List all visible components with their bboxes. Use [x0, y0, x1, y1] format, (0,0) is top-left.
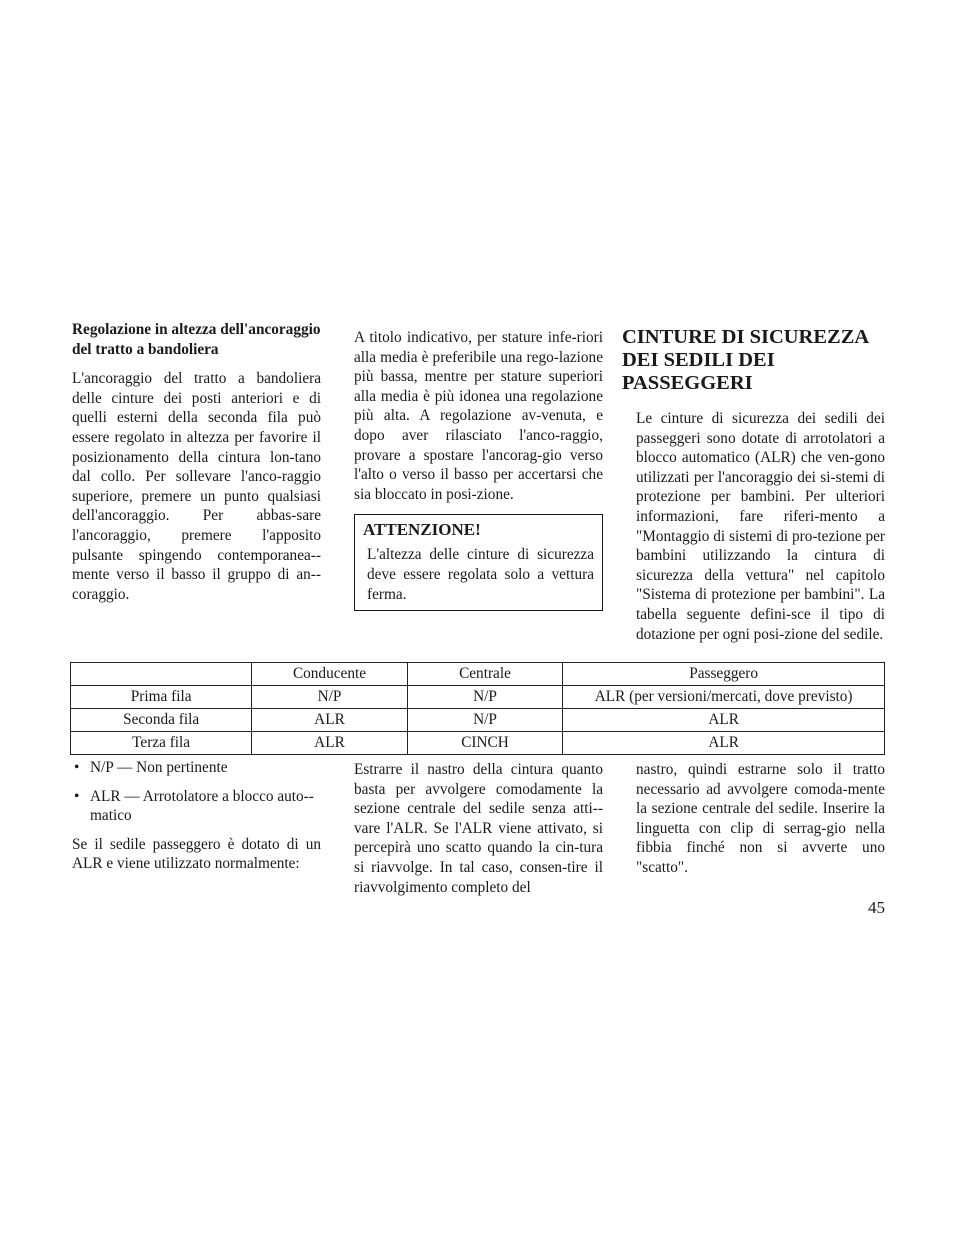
- alr-intro-paragraph: Se il sedile passeggero è dotato di un ALR e viene utilizzato normalmente:: [72, 835, 321, 873]
- table-cell: Terza fila: [71, 732, 252, 755]
- table-cell: N/P: [407, 709, 563, 732]
- seat-equipment-table: [70, 662, 885, 755]
- legend-column: [72, 758, 321, 874]
- table-cell: ALR: [563, 709, 885, 732]
- alr-instructions-paragraph: Estrarre il nastro della cintura quanto basta per avvolgere comodamente la sezione centrale del sedile senza atti-vare l'ALR. Se l'ALR viene attivato, si percepirà uno scatto quando la cin-tura si riavvolge. In tal caso, consen-tire il riavvolgimento completo del: [354, 761, 603, 896]
- legend-list: [72, 758, 321, 826]
- passenger-belts-paragraph: Le cinture di sicurezza dei sedili dei passeggeri sono dotate di arrotolatori a blocco automatico (ALR) che ven-gono utilizzati per l'ancoraggio dei si-stemi di protezione per bambini. Per ulteriori informazioni, fare riferi-mento a "Montaggio di sistemi di pro-tezione per bambini utilizzando la cintura di sicurezza della vettura" nel capitolo "Sistema di protezione per bambini". La tabella seguente defini-sce il tipo di dotazione per ogni posi-zione del sedile.: [636, 410, 885, 643]
- table-header-cell: Conducente: [252, 663, 408, 686]
- bullet-icon: •: [74, 787, 80, 805]
- shoulder-anchor-subheading: Regolazione in altezza dell'ancoraggio del tratto a bandoliera: [72, 321, 321, 358]
- section-title: CINTURE DI SICUREZZA DEI SEDILI DEI PASSEGGERI: [622, 326, 869, 394]
- list-item: [72, 758, 321, 778]
- table-cell: N/P: [252, 686, 408, 709]
- warning-title: ATTENZIONE!: [363, 520, 481, 540]
- table-cell: Seconda fila: [71, 709, 252, 732]
- alr-instructions-continued: nastro, quindi estrarne solo il tratto necessario ad avvolgere comoda-mente la sezione centrale del sedile. Inserire la linguetta con clip di serrag-gio nella fibbia finché non si avverte uno "scatto".: [636, 761, 885, 876]
- middle-column: [354, 328, 603, 611]
- table-cell: N/P: [407, 686, 563, 709]
- warning-box: [354, 514, 603, 611]
- legend-item-text: N/P — Non pertinente: [90, 759, 228, 776]
- table-cell: ALR: [252, 709, 408, 732]
- page-number: 45: [868, 898, 885, 917]
- table-cell: ALR: [252, 732, 408, 755]
- table-cell: Prima fila: [71, 686, 252, 709]
- adjustment-guidance-paragraph: A titolo indicativo, per stature infe-riori alla media è preferibile una rego-lazione più bassa, mentre per stature superiori alla media è più idonea una regolazione più alta. A regolazione av-venuta, e dopo aver rilasciato l'anco-raggio, provare a spostare l'ancorag-gio verso l'alto o verso il basso per accertarsi che sia bloccato in posi-zione.: [354, 329, 603, 503]
- table-row: [71, 732, 885, 755]
- table-cell: ALR: [563, 732, 885, 755]
- list-item: [72, 787, 321, 826]
- bullet-icon: •: [74, 759, 80, 776]
- left-column: [72, 320, 321, 614]
- right-column: [622, 326, 885, 654]
- shoulder-anchor-paragraph: L'ancoraggio del tratto a bandoliera delle cinture dei posti anteriori e di quelli esterni della seconda fila può essere regolato in altezza per favorire il posizionamento della cintura lon-tano dal collo. Per sollevare l'anco-raggio superiore, premere un punto qualsiasi dell'ancoraggio. Per abbas-sare l'ancoraggio, premere l'apposito pulsante spingendo contemporanea-mente verso il basso il gruppo di an-coraggio.: [72, 370, 321, 603]
- table-row: [71, 709, 885, 732]
- bottom-right-column: [636, 760, 885, 878]
- table-header-row: [71, 663, 885, 686]
- table-cell: ALR (per versioni/mercati, dove previsto): [563, 686, 885, 709]
- table-cell: CINCH: [407, 732, 563, 755]
- table-header-cell: Passeggero: [563, 663, 885, 686]
- table-row: [71, 686, 885, 709]
- warning-text: L'altezza delle cinture di sicurezza deve essere regolata solo a vettura ferma.: [367, 546, 594, 603]
- table-header-cell: [71, 663, 252, 686]
- table-header-cell: Centrale: [407, 663, 563, 686]
- legend-item-text: ALR — Arrotolatore a blocco auto-matico: [90, 787, 314, 825]
- bottom-middle-column: [354, 760, 603, 897]
